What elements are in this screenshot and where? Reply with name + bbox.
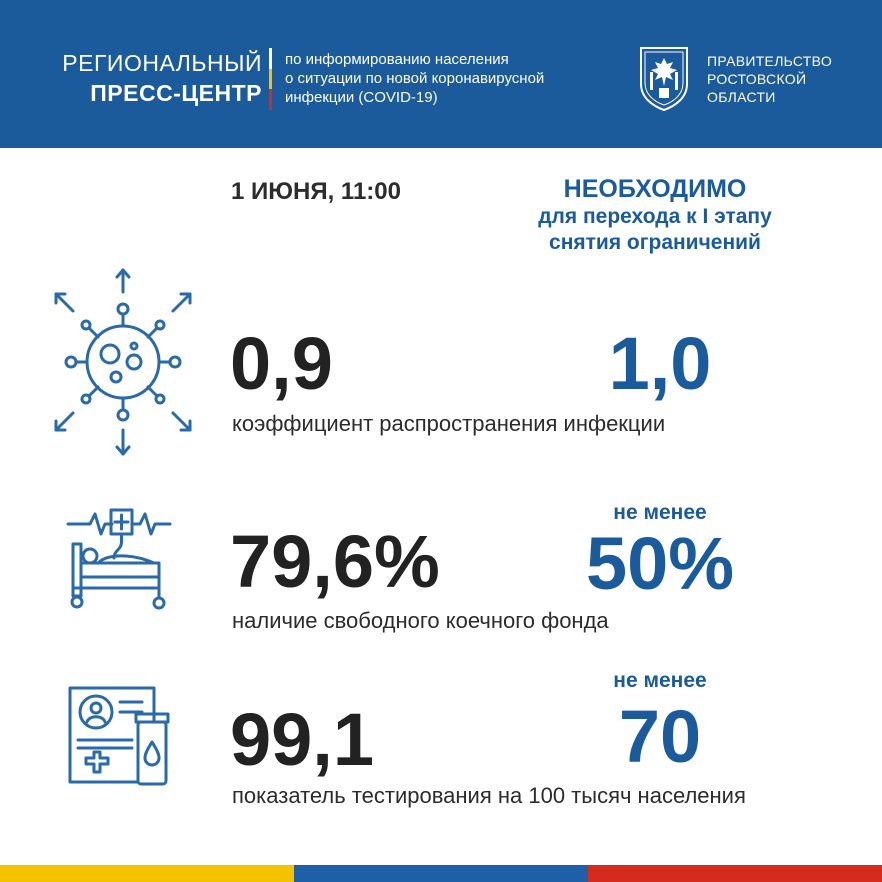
requirement-heading xyxy=(505,174,805,256)
medical-test-icon xyxy=(66,684,176,788)
metric-value: 0,9 xyxy=(230,322,333,405)
description-line: по информированию населения xyxy=(285,51,509,68)
government-line: ПРАВИТЕЛЬСТВО xyxy=(707,53,833,69)
government-line: РОСТОВСКОЙ xyxy=(707,71,807,87)
header-banner xyxy=(0,0,882,148)
requirement-title: НЕОБХОДИМО xyxy=(563,175,747,203)
hospital-bed-icon xyxy=(64,506,174,610)
government-line: ОБЛАСТИ xyxy=(707,89,776,105)
metric-target: 50% xyxy=(585,522,735,605)
tricolor-footer xyxy=(0,865,882,882)
metric-target: 1,0 xyxy=(608,322,712,405)
requirement-line2: снятия ограничений xyxy=(549,231,761,254)
metric-caption: показатель тестирования на 100 тысяч населения xyxy=(232,783,746,808)
requirement-line1: для перехода к I этапу xyxy=(538,205,772,228)
government-label xyxy=(707,52,867,106)
description-line: инфекции (COVID-19) xyxy=(285,89,438,106)
metric-target: 70 xyxy=(618,695,702,778)
metric-caption: коэффициент распространения инфекции xyxy=(232,411,666,436)
report-date: 1 ИЮНЯ, 11:00 xyxy=(231,178,401,205)
virus-spread-icon xyxy=(48,262,198,462)
brand-title-line1: РЕГИОНАЛЬНЫЙ xyxy=(62,50,262,76)
metric-value: 99,1 xyxy=(230,698,375,781)
coat-of-arms-icon xyxy=(637,44,691,112)
press-center-description xyxy=(285,50,605,107)
metric-target-prefix: не менее xyxy=(613,669,707,692)
metric-target-prefix: не менее xyxy=(613,501,707,524)
metric-caption: наличие свободного коечного фонда xyxy=(232,608,609,633)
description-line: о ситуации по новой коронавирусной xyxy=(285,70,545,87)
tricolor-divider xyxy=(269,48,272,110)
brand-title-line2: ПРЕСС-ЦЕНТР xyxy=(90,80,262,106)
metric-value: 79,6% xyxy=(230,520,440,603)
